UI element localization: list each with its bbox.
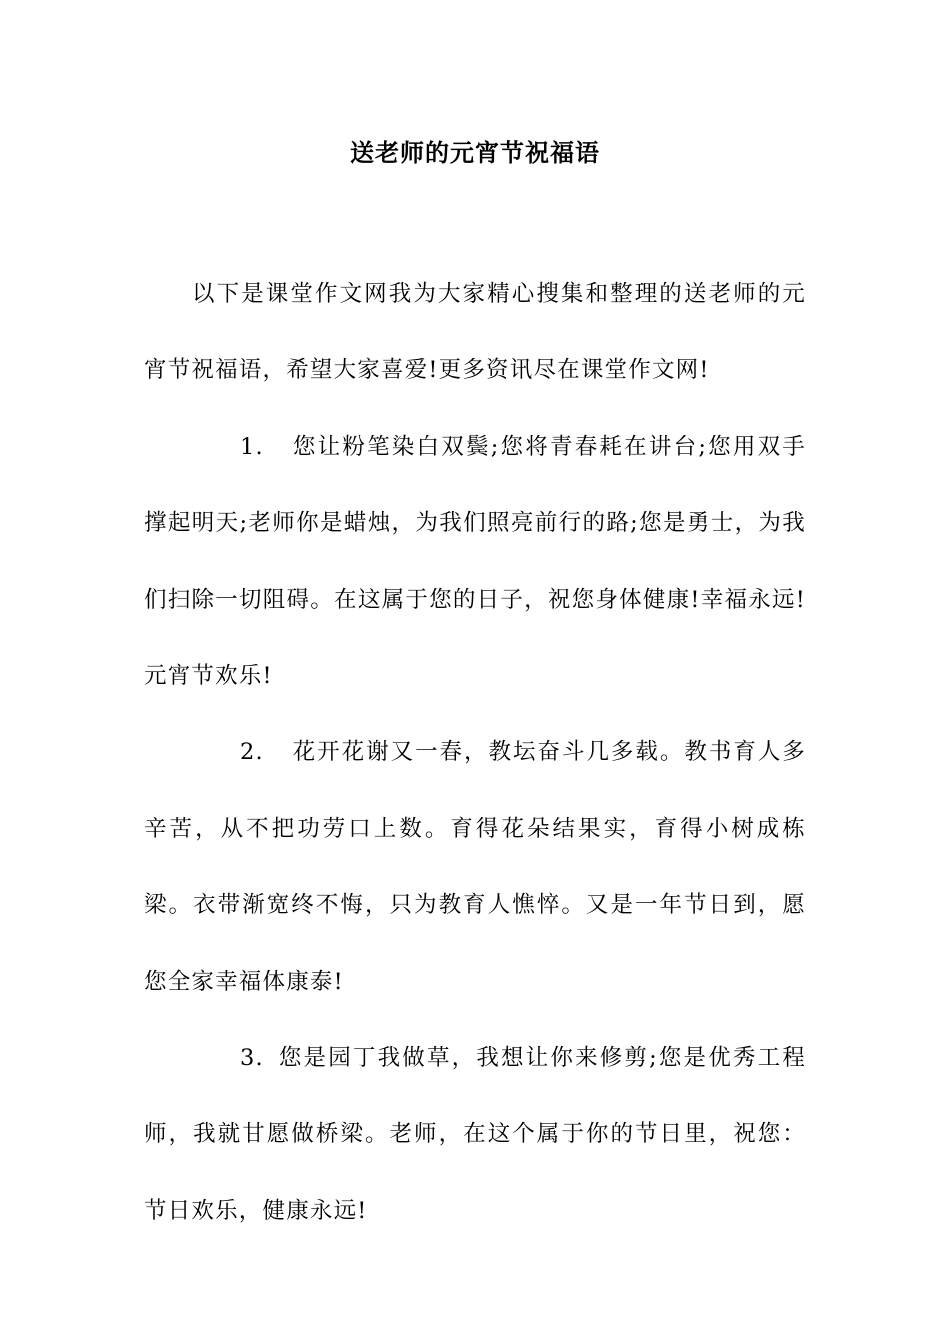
list-item (144, 714, 806, 1020)
item-text: 您让粉笔染白双鬓;您将青春耗在讲台;您用双手撑起明天;老师你是蜡烛，为我们照亮前行的路;您是勇士，为我们扫除一切阻碍。在这属于您的日子，祝您身体健康!幸福永远!元宵节欢乐! (144, 433, 806, 690)
list-item (144, 409, 806, 715)
item-number: 2. (240, 739, 264, 766)
item-number: 3. (240, 1045, 264, 1072)
list-item (144, 1020, 806, 1249)
document-title: 送老师的元宵节祝福语 (350, 138, 600, 167)
item-number: 1. (240, 433, 264, 460)
document-body (144, 256, 806, 1249)
item-text: 您是园丁我做草，我想让你来修剪;您是优秀工程师，我就甘愿做桥梁。老师，在这个属于你的节日里，祝您：节日欢乐，健康永远! (144, 1045, 806, 1224)
item-text: 花开花谢又一春，教坛奋斗几多载。教书育人多辛苦，从不把功劳口上数。育得花朵结果实，育得小树成栋梁。衣带渐宽终不悔，只为教育人憔悴。又是一年节日到，愿您全家幸福体康泰! (144, 739, 806, 995)
intro-paragraph: 以下是课堂作文网我为大家精心搜集和整理的送老师的元宵节祝福语，希望大家喜爱!更多资讯尽在课堂作文网! (144, 281, 806, 384)
